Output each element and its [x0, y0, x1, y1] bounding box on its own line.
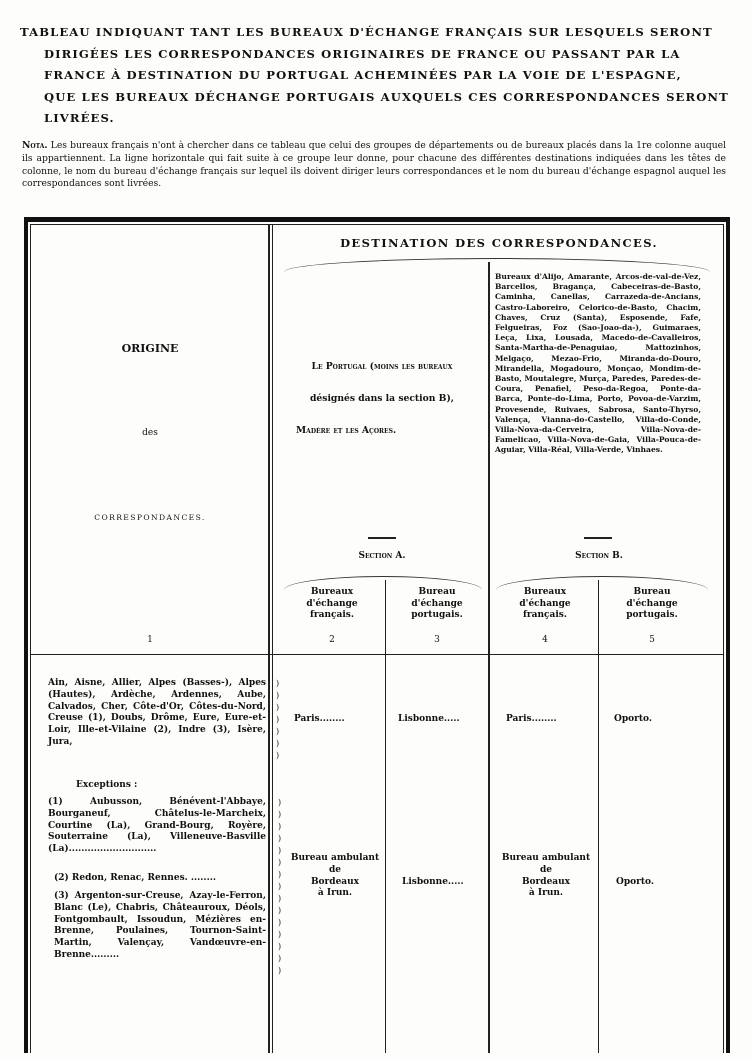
col4-header [494, 587, 596, 622]
col2-header-l3: français. [310, 610, 354, 620]
col3-header [388, 587, 486, 622]
section-a-dash [368, 537, 396, 539]
col3-header-l3: portugais. [411, 610, 463, 620]
col5-header-l2: d'échange [626, 598, 678, 609]
col4-header-l3: français. [523, 610, 567, 620]
title-line-5: LIVRÉES. [44, 111, 115, 125]
col5-header-l3: portugais. [626, 610, 678, 620]
section-a-line1 [278, 361, 486, 373]
col2-header-l1: Bureaux [310, 587, 354, 597]
row1-col2: Paris........ [294, 714, 345, 724]
col4-header-l2: d'échange [519, 598, 571, 609]
row1-brace: ) ) ) ) ) ) ) [276, 679, 280, 760]
rule-col1-right-b [272, 225, 273, 1053]
section-a-line3: Madère et les Açores. [296, 425, 397, 436]
section-b-office-list: Bureaux d'Alijo, Amarante, Arcos-de-val-de-Vez, Barcellos, Bragança, Cabeceiras-de-Basto, Caminha, Canellas, Carrazeda-de-Ancians, Castro-Laboreiro, Celorico-de-Basto, Chacim, Chaves, Cruz (Santa), Esposende, Fafe, Felgueiras, Foz (Sao-Joao-da-), Guimaraes, Leça, Lixa, Lousada, Macedo-de-Cavalleiros, Santa-Martha-de-Penaguiao, Mattozinhos, Melgaço, Mezao-Frio, Miranda-do-Douro, Mirandella, Mogadouro, Monçao, Mondim-de-Basto, Moutalegre, Murça, Paredes, Paredes-de-Coura, Penafiel, Peso-da-Regoa, Ponte-da-Barca, Ponte-do-Lima, Porto, Povoa-de-Varzim, Provesende, Ruivaes, Sabrosa, Santo-Thyrso, Valença, Vianna-do-Castello, Villa-do-Conde, Villa-Nova-da-Cerveira, Villa-Nova-de-Famelicao, Villa-Nova-de-Gaia, Villa-Pouca-de-Aguiar, Villa-Réal, Villa-Verde, Vinhaes. [495, 272, 701, 455]
title-line-1: TABLEAU INDIQUANT TANT LES BUREAUX D'ÉCHANGE FRANÇAIS SUR LESQUELS SERONT [20, 25, 713, 39]
exceptions-brace: ) ) ) ) ) ) ) ) ) ) ) ) ) ) ) [278, 798, 282, 975]
exceptions-col2-l3: Bordeaux [310, 876, 360, 887]
exceptions-col2 [287, 853, 383, 900]
section-b-label: Section B. [575, 551, 623, 561]
col4-header-l1: Bureaux [523, 587, 567, 597]
origin-header-line1: ORIGINE [121, 342, 179, 355]
col5-header-l1: Bureau [633, 587, 671, 597]
col3-header-l1: Bureau [418, 587, 456, 597]
col3-header-l2: d'échange [411, 598, 463, 609]
section-a-label: Section A. [358, 551, 406, 561]
title-line-4: QUE LES BUREAUX DÉCHANGE PORTUGAIS AUXQUELS CES CORRESPONDANCES SERONT [44, 89, 729, 104]
title-line-2: DIRIGÉES LES CORRESPONDANCES ORIGINAIRES DE FRANCE OU PASSANT PAR LA [44, 46, 681, 61]
rule-section-divider [488, 262, 490, 1053]
section-b-dash [584, 537, 612, 539]
title-line-3: FRANCE À DESTINATION DU PORTUGAL ACHEMINÉES PAR LA VOIE DE L'ESPAGNE, [44, 68, 682, 82]
document-title [20, 22, 729, 130]
origin-header-line3: CORRESPONDANCES. [94, 513, 206, 522]
exceptions-col5: Oporto. [616, 877, 655, 887]
rule-col2-col3 [385, 580, 386, 1053]
rule-col4-col5 [598, 580, 599, 1053]
exception-3: (3) Argenton-sur-Creuse, Azay-le-Ferron, Blanc (Le), Chabris, Châteauroux, Déols, Fontgombault, Issoudun, Mézières en-Brenne, Poulaines, Tournon-Saint-Martin, Valençay, Vandœuvre-en-Brenne......... [54, 891, 266, 960]
exceptions-col4 [496, 853, 596, 900]
nota-label: Nota. [22, 140, 48, 151]
exception-1: (1) Aubusson, Bénévent-l'Abbaye, Bourganeuf, Châtelus-le-Marcheix, Courtine (La), Grand-Bourg, Royère, Souterraine (La), Villeneuve-Basville (La)............................ [48, 797, 266, 855]
col-number-2: 2 [329, 635, 335, 645]
rule-under-header [31, 654, 723, 655]
col-number-3: 3 [434, 635, 440, 645]
col5-header [600, 587, 704, 622]
exceptions-col2-l4: à Irun. [317, 888, 353, 899]
row1-col4: Paris........ [506, 714, 557, 724]
exceptions-col2-l2: de [328, 864, 342, 875]
row1-origin: Ain, Aisne, Allier, Alpes (Basses-), Alpes (Hautes), Ardèche, Ardennes, Aube, Calvados, Cher, Côte-d'Or, Côtes-du-Nord, Creuse (1), Doubs, Drôme, Eure, Eure-et-Loir, Ille-et-Vilaine (2), Indre (3), Isère, Jura, [48, 678, 266, 747]
exception-2: (2) Redon, Renac, Rennes. ........ [54, 873, 216, 883]
origin-header-line2: des [142, 428, 158, 438]
destination-header: DESTINATION DES CORRESPONDANCES. [340, 236, 658, 250]
col-number-1: 1 [147, 635, 153, 645]
nota-paragraph [22, 140, 726, 191]
nota-text: Les bureaux français n'ont à chercher dans ce tableau que celui des groupes de départements ou de bureaux placés dans la 1re colonne auquel ils appartiennent. La ligne horizontale qui fait suite à ce groupe leur donne, pour chacune des différentes destinations indiquées dans les têtes de colonne, le nom du bureau d'échange français sur lequel ils doivent diriger leurs correspondances et le nom du bureau d'échange espagnol auquel les correspondances sont livrées. [22, 140, 726, 190]
row1-col3: Lisbonne..... [398, 714, 460, 724]
rule-col1-right [268, 225, 270, 1053]
col-number-4: 4 [542, 635, 548, 645]
col2-header-l2: d'échange [306, 598, 358, 609]
exceptions-col4-l4: à Irun. [528, 888, 564, 899]
col-number-5: 5 [649, 635, 655, 645]
exceptions-col4-l3: Bordeaux [521, 876, 571, 887]
exceptions-label: Exceptions : [76, 780, 138, 790]
exceptions-col2-l1: Bureau ambulant [290, 853, 380, 863]
row1-col5: Oporto. [614, 714, 653, 724]
section-a-line1-text: Le Portugal (moins les bureaux [311, 361, 453, 372]
exceptions-col3: Lisbonne..... [402, 877, 464, 887]
exceptions-col4-l2: de [539, 864, 553, 875]
exceptions-col4-l1: Bureau ambulant [501, 853, 591, 863]
section-a-line2: désignés dans la section B), [310, 393, 454, 404]
col2-header [282, 587, 382, 622]
